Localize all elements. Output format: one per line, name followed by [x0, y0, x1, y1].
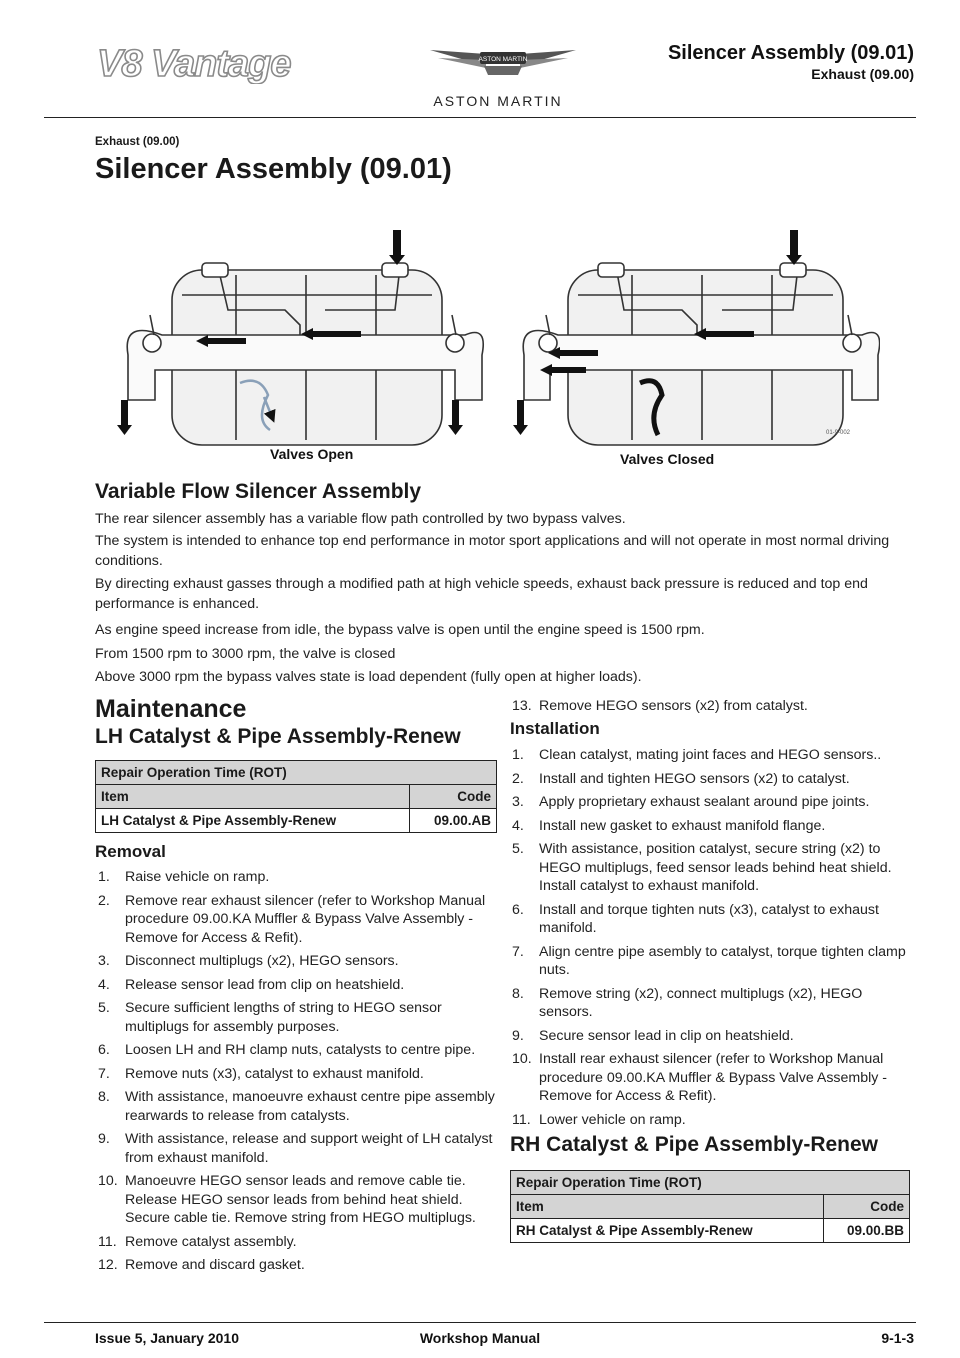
list-item: 3. Apply proprietary exhaust sealant around pipe joints.	[512, 794, 870, 810]
rot-col-code: Code	[823, 1195, 909, 1219]
list-item: 9. With assistance, release and support weight of LH catalyst from exhaust manifold.	[98, 1131, 493, 1166]
list-item: 2. Remove rear exhaust silencer (refer to Workshop Manual procedure 09.00.KA Muffler & Bypass Valve Assembly - Remove for Access & Refit).	[98, 892, 486, 946]
svg-text:V8 Vantage: V8 Vantage	[97, 43, 291, 84]
rot-col-code: Code	[410, 785, 497, 809]
rot-title: Repair Operation Time (ROT)	[511, 1171, 910, 1195]
rot-code: 09.00.AB	[410, 809, 497, 833]
silencer-valves-open	[127, 263, 483, 445]
caption-valves-closed: Valves Closed	[620, 451, 715, 467]
figure-code: 01-9-002	[826, 430, 851, 436]
intro-paragraph: The system is intended to enhance top end performance in motor sport applications and will not operate in most normal driving conditions.	[95, 533, 890, 569]
footer-divider	[44, 1322, 916, 1323]
brand-name: ASTON MARTIN	[433, 93, 563, 109]
removal-steps	[98, 868, 498, 1280]
section-label: Exhaust (09.00)	[95, 136, 180, 148]
rh-catalyst-heading: RH Catalyst & Pipe Assembly-Renew	[510, 1133, 879, 1156]
silencer-diagram	[110, 225, 880, 475]
list-item: 4. Install new gasket to exhaust manifold flange.	[512, 817, 826, 834]
installation-heading: Installation	[510, 719, 600, 738]
footer-issue: Issue 5, January 2010	[95, 1330, 239, 1346]
intro-paragraph: From 1500 rpm to 3000 rpm, the valve is closed	[95, 646, 396, 662]
list-item: 12. Remove and discard gasket.	[98, 1257, 305, 1273]
list-item: 4. Release sensor lead from clip on heatshield.	[98, 976, 405, 993]
rh-rot-table	[510, 1170, 910, 1243]
variable-flow-heading: Variable Flow Silencer Assembly	[95, 480, 422, 503]
list-item: 1. Raise vehicle on ramp.	[98, 869, 270, 885]
list-item: 8. With assistance, manoeuvre exhaust centre pipe assembly rearwards to release from catalysts.	[98, 1089, 495, 1124]
list-item: 7. Remove nuts (x3), catalyst to exhaust manifold.	[98, 1065, 424, 1082]
lh-catalyst-heading: LH Catalyst & Pipe Assembly-Renew	[95, 725, 461, 748]
caption-valves-open: Valves Open	[270, 446, 354, 462]
list-item: 13. Remove HEGO sensors (x2) from catalyst.	[512, 698, 808, 714]
list-item: 2. Install and tighten HEGO sensors (x2) to catalyst.	[512, 770, 850, 787]
header-subtitle: Exhaust (09.00)	[811, 66, 914, 82]
list-item: 10. Manoeuvre HEGO sensor leads and remove cable tie. Release HEGO sensor leads from behind heat shield. Secure cable tie. Remove string from HEGO multiplugs.	[98, 1173, 476, 1226]
list-item: 1. Clean catalyst, mating joint faces and HEGO sensors..	[512, 747, 882, 763]
intro-paragraph: By directing exhaust gasses through a modified path at high vehicle speeds, exhaust back pressure is reduced and top end performance is enhanced.	[95, 576, 868, 612]
installation-steps	[512, 746, 917, 1134]
removal-heading: Removal	[95, 842, 166, 861]
list-item: 8. Remove string (x2), connect multiplugs (x2), HEGO sensors.	[512, 985, 863, 1020]
rot-code: 09.00.BB	[823, 1219, 909, 1243]
aston-martin-wings-logo	[428, 42, 578, 78]
list-item: 5. With assistance, position catalyst, secure string (x2) to HEGO multiplugs, feed sensor leads behind heat shield. Install catalyst to exhaust manifold.	[512, 841, 892, 894]
header-title: Silencer Assembly (09.01)	[667, 42, 914, 64]
list-item: 6. Install and torque tighten nuts (x3), catalyst to exhaust manifold.	[512, 901, 879, 936]
footer-manual: Workshop Manual	[419, 1330, 541, 1346]
list-item: 5. Secure sufficient lengths of string to HEGO sensor multiplugs for assembly purposes.	[98, 1000, 442, 1035]
list-item: 9. Secure sensor lead in clip on heatshield.	[512, 1027, 794, 1044]
footer-page-number: 9-1-3	[881, 1330, 914, 1346]
list-item: 11. Lower vehicle on ramp.	[512, 1111, 686, 1128]
list-item: 11. Remove catalyst assembly.	[98, 1233, 297, 1250]
v8-vantage-logo	[95, 42, 315, 84]
lh-rot-table	[95, 760, 497, 833]
rot-item: LH Catalyst & Pipe Assembly-Renew	[96, 809, 410, 833]
list-item: 3. Disconnect multiplugs (x2), HEGO sensors.	[98, 953, 399, 969]
maintenance-heading: Maintenance	[95, 695, 247, 723]
svg-text:ASTON MARTIN: ASTON MARTIN	[478, 56, 528, 63]
rot-col-item: Item	[511, 1195, 824, 1219]
intro-paragraph: As engine speed increase from idle, the bypass valve is open until the engine speed is 1500 rpm.	[95, 622, 705, 638]
rot-col-item: Item	[96, 785, 410, 809]
intro-paragraph: The rear silencer assembly has a variable flow path controlled by two bypass valves.	[95, 511, 626, 527]
page-title: Silencer Assembly (09.01)	[95, 153, 452, 185]
intro-paragraph: Above 3000 rpm the bypass valves state is load dependent (fully open at higher loads).	[95, 669, 642, 685]
rot-item: RH Catalyst & Pipe Assembly-Renew	[511, 1219, 824, 1243]
header-divider	[44, 117, 916, 118]
list-item: 10. Install rear exhaust silencer (refer to Workshop Manual procedure 09.00.KA Muffler & Bypass Valve Assembly - Remove for Access & Refit).	[512, 1051, 888, 1104]
removal-steps-continued	[512, 697, 917, 721]
rot-title: Repair Operation Time (ROT)	[96, 761, 497, 785]
silencer-diagram-drawing	[110, 225, 880, 475]
list-item: 7. Align centre pipe asembly to catalyst, torque tighten clamp nuts.	[512, 943, 906, 978]
list-item: 6. Loosen LH and RH clamp nuts, catalysts to centre pipe.	[98, 1042, 476, 1058]
